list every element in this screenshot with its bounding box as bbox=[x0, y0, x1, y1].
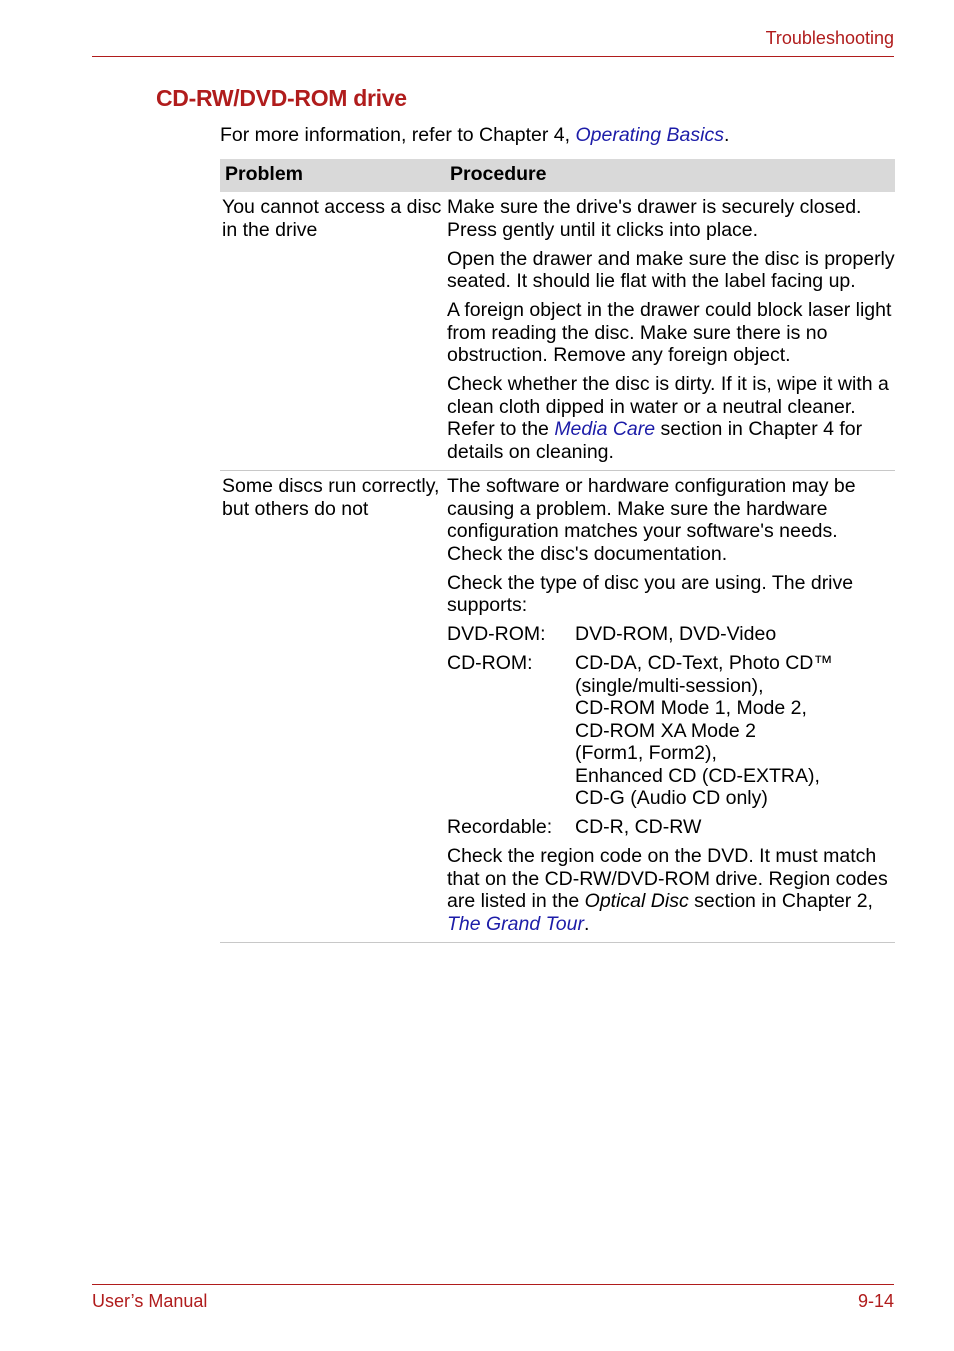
supported-dvd-rom bbox=[447, 623, 895, 646]
footer-manual-label: User’s Manual bbox=[92, 1291, 208, 1311]
format-value: CD-R, CD-RW bbox=[575, 816, 702, 838]
procedure-text: Check whether the disc is dirty. If it is, wipe it with a clean cloth dipped in water or a neutral cleaner. Refer to the Media Care section in Chapter 4 for details on cleaning. bbox=[447, 373, 889, 463]
format-label: DVD-ROM: bbox=[447, 623, 546, 645]
format-label: Recordable: bbox=[447, 816, 553, 838]
section-title: CD-RW/DVD-ROM drive bbox=[156, 85, 407, 111]
header-rule bbox=[92, 56, 894, 57]
table-header bbox=[220, 159, 895, 192]
page-number: 9-14 bbox=[857, 1291, 894, 1311]
problem-cell: Some discs run correctly, but others do not bbox=[222, 475, 440, 520]
procedure-text: A foreign object in the drawer could block laser light from reading the disc. Make sure there is no obstruction. Remove any foreign object. bbox=[447, 299, 892, 366]
format-value: DVD-ROM, DVD-Video bbox=[575, 623, 777, 645]
format-label: CD-ROM: bbox=[447, 652, 533, 674]
troubleshooting-table bbox=[220, 159, 895, 943]
table-row bbox=[220, 192, 895, 471]
supported-recordable bbox=[447, 816, 895, 839]
column-header-procedure: Procedure bbox=[450, 163, 547, 185]
procedure-cell bbox=[443, 192, 895, 470]
problem-cell: You cannot access a disc in the drive bbox=[222, 196, 442, 241]
running-header: Troubleshooting bbox=[765, 28, 894, 48]
table-row bbox=[220, 471, 895, 943]
grand-tour-link[interactable]: The Grand Tour bbox=[447, 912, 584, 935]
procedure-text: The software or hardware configuration may be causing a problem. Make sure the hardware configuration matches your software's needs. Check the disc's documentation. bbox=[447, 475, 856, 565]
column-header-problem: Problem bbox=[225, 163, 304, 185]
footer-rule bbox=[92, 1284, 894, 1285]
supported-cd-rom bbox=[447, 652, 895, 810]
procedure-text: Make sure the drive's drawer is securely closed. Press gently until it clicks into place. bbox=[447, 196, 862, 241]
operating-basics-link[interactable]: Operating Basics bbox=[575, 124, 724, 146]
format-value: CD-DA, CD-Text, Photo CD™ (single/multi-session), CD-ROM Mode 1, Mode 2, CD-ROM XA Mode 2 (Form1, Form2), Enhanced CD (CD-EXTRA), CD-G (Audio CD only) bbox=[575, 652, 833, 809]
procedure-text: Check the type of disc you are using. The drive supports: bbox=[447, 571, 854, 616]
procedure-text: Open the drawer and make sure the disc is properly seated. It should lie flat with the label facing up. bbox=[447, 247, 895, 292]
intro-text: For more information, refer to Chapter 4, Operating Basics. bbox=[220, 124, 730, 146]
procedure-text: Check the region code on the DVD. It must match that on the CD-RW/DVD-ROM drive. Region codes are listed in the Optical Disc section in Chapter 2, The Grand Tour. bbox=[447, 845, 888, 935]
procedure-cell bbox=[443, 471, 895, 942]
media-care-link[interactable]: Media Care bbox=[554, 418, 656, 440]
